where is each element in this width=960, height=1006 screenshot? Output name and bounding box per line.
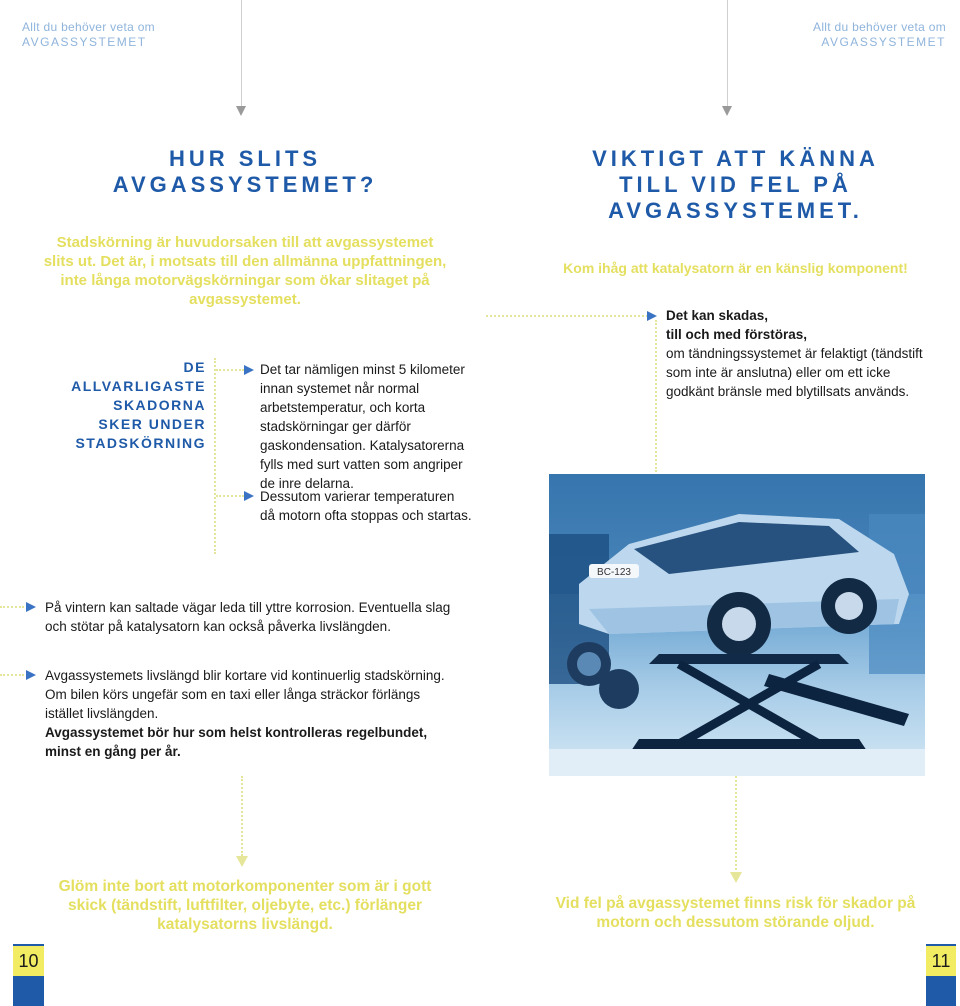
right-title-line3: AVGASSYSTEMET. xyxy=(608,198,863,223)
side-heading xyxy=(40,358,206,453)
header-left-line1: Allt du behöver veta om xyxy=(22,20,155,34)
arrow-down-icon xyxy=(236,856,248,867)
right-tip: Vid fel på avgassystemet finns risk för skador på motorn och dessutom störande oljud. xyxy=(555,895,916,931)
bullet-arrow-icon xyxy=(244,365,254,375)
left-para4-bold: Avgassystemet bör hur som helst kontrolleras regelbundet, minst en gång per år. xyxy=(45,725,428,759)
dotted-connector xyxy=(0,674,24,676)
bullet-arrow-icon xyxy=(26,670,36,680)
license-plate-text: BC-123 xyxy=(597,567,631,578)
bullet-arrow-icon xyxy=(244,491,254,501)
guide-line-left xyxy=(241,0,242,106)
left-title-line1: HUR SLITS xyxy=(168,146,322,171)
side-heading-line: DE xyxy=(183,359,206,375)
dotted-connector xyxy=(216,495,244,497)
side-heading-line: ALLVARLIGASTE xyxy=(71,378,206,394)
left-tip: Glöm inte bort att motorkomponenter som är i gott skick (tändstift, luftfilter, oljebyte, etc.) förlänger katalysatorns livslängd. xyxy=(58,878,432,933)
dotted-connector xyxy=(0,606,24,608)
header-right-line2: AVGASSYSTEMET xyxy=(821,35,946,49)
right-bold2: till och med förstöras, xyxy=(666,327,808,342)
arrow-down-icon xyxy=(236,106,246,116)
left-para4-text: Avgassystemets livslängd blir kortare vid kontinuerlig stadskörning. Om bilen körs ungefär som en taxi eller långa sträckor förlängs istället livslängden. xyxy=(45,668,445,721)
right-subtitle: Kom ihåg att katalysatorn är en känslig komponent! xyxy=(563,260,908,276)
left-intro: Stadskörning är huvudorsaken till att avgassystemet slits ut. Det är, i motsats till den allmänna uppfattningen, inte långa motorvägskörningar som ökar slitaget på avgassystemet. xyxy=(43,234,447,308)
guide-line-right xyxy=(727,0,728,106)
dotted-divider xyxy=(655,320,657,472)
running-header-left xyxy=(22,20,222,50)
page-number-right: 11 xyxy=(926,946,956,976)
bullet-arrow-icon xyxy=(26,602,36,612)
arrow-down-icon xyxy=(730,872,742,883)
running-header-right xyxy=(746,20,946,50)
left-para2: Dessutom varierar temperaturen då motorn ofta stoppas och startas. xyxy=(260,489,472,523)
left-para3: På vintern kan saltade vägar leda till yttre korrosion. Eventuella slag och stötar på katalysatorn kan också påverka livslängden. xyxy=(45,600,451,634)
page-number-left: 10 xyxy=(13,946,44,976)
right-text: om tändningssystemet är felaktigt (tändstift som inte är anslutna) eller om ett icke godkänt bränsle med blytillsats används. xyxy=(666,346,923,399)
dotted-connector xyxy=(216,369,244,371)
side-heading-line: SKADORNA xyxy=(113,397,206,413)
dotted-divider xyxy=(241,776,243,856)
left-page-title xyxy=(40,146,450,198)
left-title-line2: AVGASSYSTEMET? xyxy=(112,172,378,197)
right-bold1: Det kan skadas, xyxy=(666,308,769,323)
right-title-line1: VIKTIGT ATT KÄNNA xyxy=(592,146,879,171)
dotted-connector xyxy=(486,315,648,317)
header-right-line1: Allt du behöver veta om xyxy=(813,20,946,34)
side-heading-line: SKER UNDER xyxy=(98,416,206,432)
car-lift-illustration xyxy=(549,474,925,776)
arrow-down-icon xyxy=(722,106,732,116)
dotted-divider xyxy=(735,776,737,874)
dotted-divider xyxy=(214,358,216,554)
right-title-line2: TILL VID FEL PÅ xyxy=(619,172,852,197)
side-heading-line: STADSKÖRNING xyxy=(75,435,206,451)
car-lift-photo xyxy=(549,474,925,776)
left-para1: Det tar nämligen minst 5 kilometer innan systemet når normal arbetstemperatur, och korta stadskörningar ger därför gaskondensation. Katalysatorerna fylls med surt vatten som angriper de inre delarna. xyxy=(260,362,465,491)
right-text-block xyxy=(666,306,926,401)
right-page-title xyxy=(548,146,923,224)
header-left-line2: AVGASSYSTEMET xyxy=(22,35,147,49)
left-para4 xyxy=(45,666,455,761)
